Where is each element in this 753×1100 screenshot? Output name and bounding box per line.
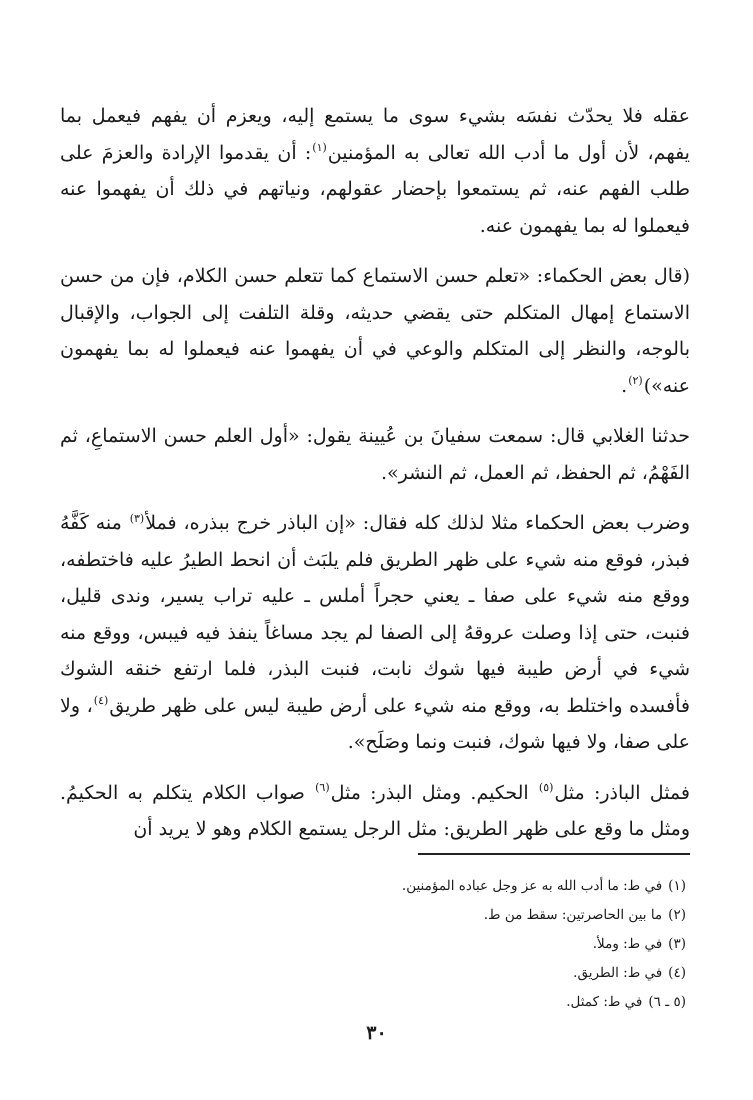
paragraph-2 bbox=[60, 258, 690, 404]
footnote-number: (٥ ـ ٦) bbox=[648, 994, 686, 1010]
paragraph-4 bbox=[60, 505, 690, 761]
text-segment: وضرب بعض الحكماء مثلا لذلك كله فقال: «إن الباذر خرج ببذره، فملأ bbox=[145, 512, 690, 534]
footnote-item bbox=[60, 959, 690, 988]
text-segment: فمثل الباذر: مثل bbox=[554, 781, 690, 804]
footnote-item bbox=[60, 930, 690, 959]
paragraph-1 bbox=[60, 98, 690, 244]
footnote-number: (٣) bbox=[668, 936, 686, 952]
footnote-text: في ط: وملأ. bbox=[592, 936, 663, 952]
text-segment: ، ولا على صفا، ولا فيها شوك، فنبت ونما وصَلَح». bbox=[60, 694, 690, 753]
footnote-ref-2[interactable]: (٢) bbox=[628, 374, 643, 388]
footnote-ref-1[interactable]: (١) bbox=[312, 141, 327, 155]
footnote-divider bbox=[418, 853, 690, 855]
footnote-ref-6[interactable]: (٦) bbox=[315, 781, 330, 795]
footnote-number: (٤) bbox=[668, 965, 686, 981]
main-text bbox=[60, 98, 690, 858]
footnote-number: (٢) bbox=[668, 907, 686, 923]
footnote-text: في ط: ما أدب الله به عز وجل عباده المؤمنين. bbox=[401, 878, 663, 894]
text-segment: . bbox=[621, 374, 628, 397]
footnote-item bbox=[60, 901, 690, 930]
text-segment: منه كَفَّهُ فبذر، فوقع منه شيء على ظهر الطريق فلم يلبَث أن انحط الطيرُ عليه فاختطفه، ووقع منه شيء على صفا ـ يعني حجراً أملس ـ عليه تراب يسير، وندى قليل، فنبت، حتى إذا وصلت عروقهُ إلى الصفا لم يجد مساغاً ينفذ فيه فيبس، ووقع منه شيء في أرض طيبة فيها شوك نابت، فنبت البذر، فلما ارتفع خنقه الشوك فأفسده واختلط به، ووقع منه شيء على أرض طيبة ليس على ظهر طريق bbox=[60, 512, 691, 717]
text-segment: صواب الكلام يتكلم به الحكيمُ. ومثل ما وقع على ظهر الطريق: مثل الرجل يستمع الكلام وهو لا يريد أن bbox=[60, 781, 690, 840]
footnotes bbox=[60, 872, 690, 1017]
footnote-ref-4[interactable]: (٤) bbox=[93, 694, 109, 708]
paragraph-3 bbox=[60, 418, 690, 491]
footnote-text: في ط: الطريق. bbox=[573, 965, 663, 981]
footnote-text: ما بين الحاصرتين: سقط من ط. bbox=[483, 907, 663, 923]
text-segment: الحكيم. ومثل البذر: مثل bbox=[330, 781, 538, 804]
paragraph-5 bbox=[60, 775, 690, 848]
footnote-item bbox=[60, 872, 690, 901]
footnote-ref-3[interactable]: (٣) bbox=[129, 511, 145, 525]
page-number: ٣٠ bbox=[366, 1022, 387, 1044]
text-segment: (قال بعض الحكماء: «تعلم حسن الاستماع كما تتعلم حسن الكلام، فإن من حسن الاستماع إمهال المتكلم حتى يقضي حديثه، وقلة التلفت إلى الجواب، والإقبال بالوجه، والنظر إلى المتكلم والوعي في أن يفهموا عنه فيعملوا له بما يفهمون عنه») bbox=[60, 265, 690, 397]
footnote-number: (١) bbox=[668, 878, 686, 894]
text-segment: حدثنا الغلابي قال: سمعت سفيانَ بن عُيينة يقول: «أول العلم حسن الاستماعِ، ثم الفَهْمُ، ثم الحفظ، ثم العمل، ثم النشر». bbox=[60, 425, 690, 484]
footnote-ref-5[interactable]: (٥) bbox=[538, 781, 554, 795]
text-segment: : أن يقدموا الإرادة والعزمَ على طلب الفهم عنه، ثم يستمعوا بإحضار عقولهم، ونياتهم في ذلك أن يفهموا عنه فيعملوا له بما يفهمون عنه. bbox=[60, 141, 690, 237]
text-segment: عقله فلا يحدّث نفسَه بشيء سوى ما يستمع إليه، ويعزم أن يفهم فيعمل بما يفهم، لأن أول ما أدب الله تعالى به المؤمنين bbox=[60, 105, 690, 164]
footnote-item bbox=[60, 988, 690, 1017]
footnote-text: في ط: كمثل. bbox=[566, 994, 643, 1010]
